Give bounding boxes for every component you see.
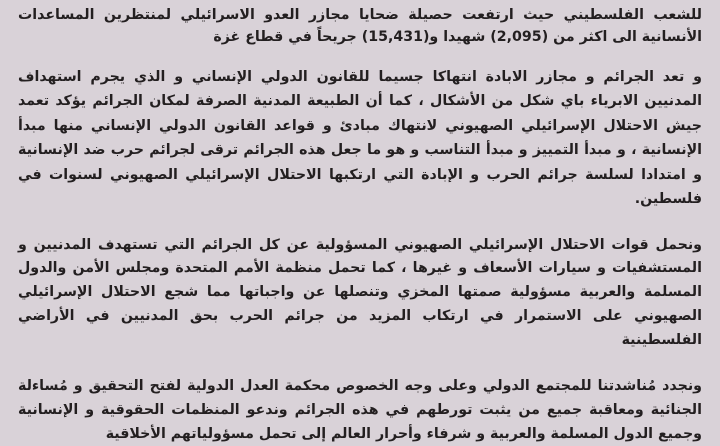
paragraph-3: ونحمل قوات الاحتلال الإسرائيلي الصهيوني المسؤولية عن كل الجرائم التي تستهدف المدنيين و المستشفيات و سيارات الأسعاف و غيرها ، كما تحمل منظمة الأمم المتحدة ومجلس الأمن والدول المسلمة والعربية مسؤولية صمتها المخزي وتنصلها عن واجباتها مما شجع الاحتلال الإسرائيلي الصهيوني على الاستمرار في ارتكاب المزيد من جرائم الحرب بحق المدنيين في الأراضي الفلسطينية	[18, 236, 702, 348]
paragraph-2: و تعد الجرائم و مجازر الابادة انتهاكا جسيما للقانون الدولي الإنساني و الذي يجرم استهداف المدنيين الابرياء باي شكل من الأشكال ، كما أن الطبيعة المدنية الصرفة لمكان الجرائم يؤكد تعمد جيش الاحتلال الإسرائيلي الصهيوني لانتهاك مبادئ و قواعد القانون الدولي الإنساني منها مبدأ الإنسانية ، و مبدأ التمييز و مبدأ التناسب و هو ما جعل هذه الجرائم ترقى لجرائم حرب ضد الإنسانية و امتدادا لسلسة جرائم الحرب و الإبادة التي ارتكبها الاحتلال الإسرائيلي الصهيوني لسنوات في فلسطين.	[18, 69, 702, 208]
document-body	[18, 0, 702, 446]
paragraph-1: للشعب الفلسطيني حيث ارتفعت حصيلة ضحايا مجازر العدو الاسرائيلي لمنتظرين المساعدات الأنسانية الى اكثر من (2,095) شهيدا و(15,431) جريحاً في قطاع غزة	[18, 7, 702, 45]
paragraph-4: ونجدد مُناشدتنا للمجتمع الدولي وعلى وجه الخصوص محكمة العدل الدولية لفتح التحقيق و مُساءلة الجنائية ومعاقبة جميع من يثبت تورطهم في هذه الجرائم وندعو المنظمات الحقوقية و الإنسانية وجميع الدول المسلمة والعربية و شرفاء وأحرار العالم إلى تحمل مسؤولياتهم الأخلاقية	[18, 377, 702, 442]
